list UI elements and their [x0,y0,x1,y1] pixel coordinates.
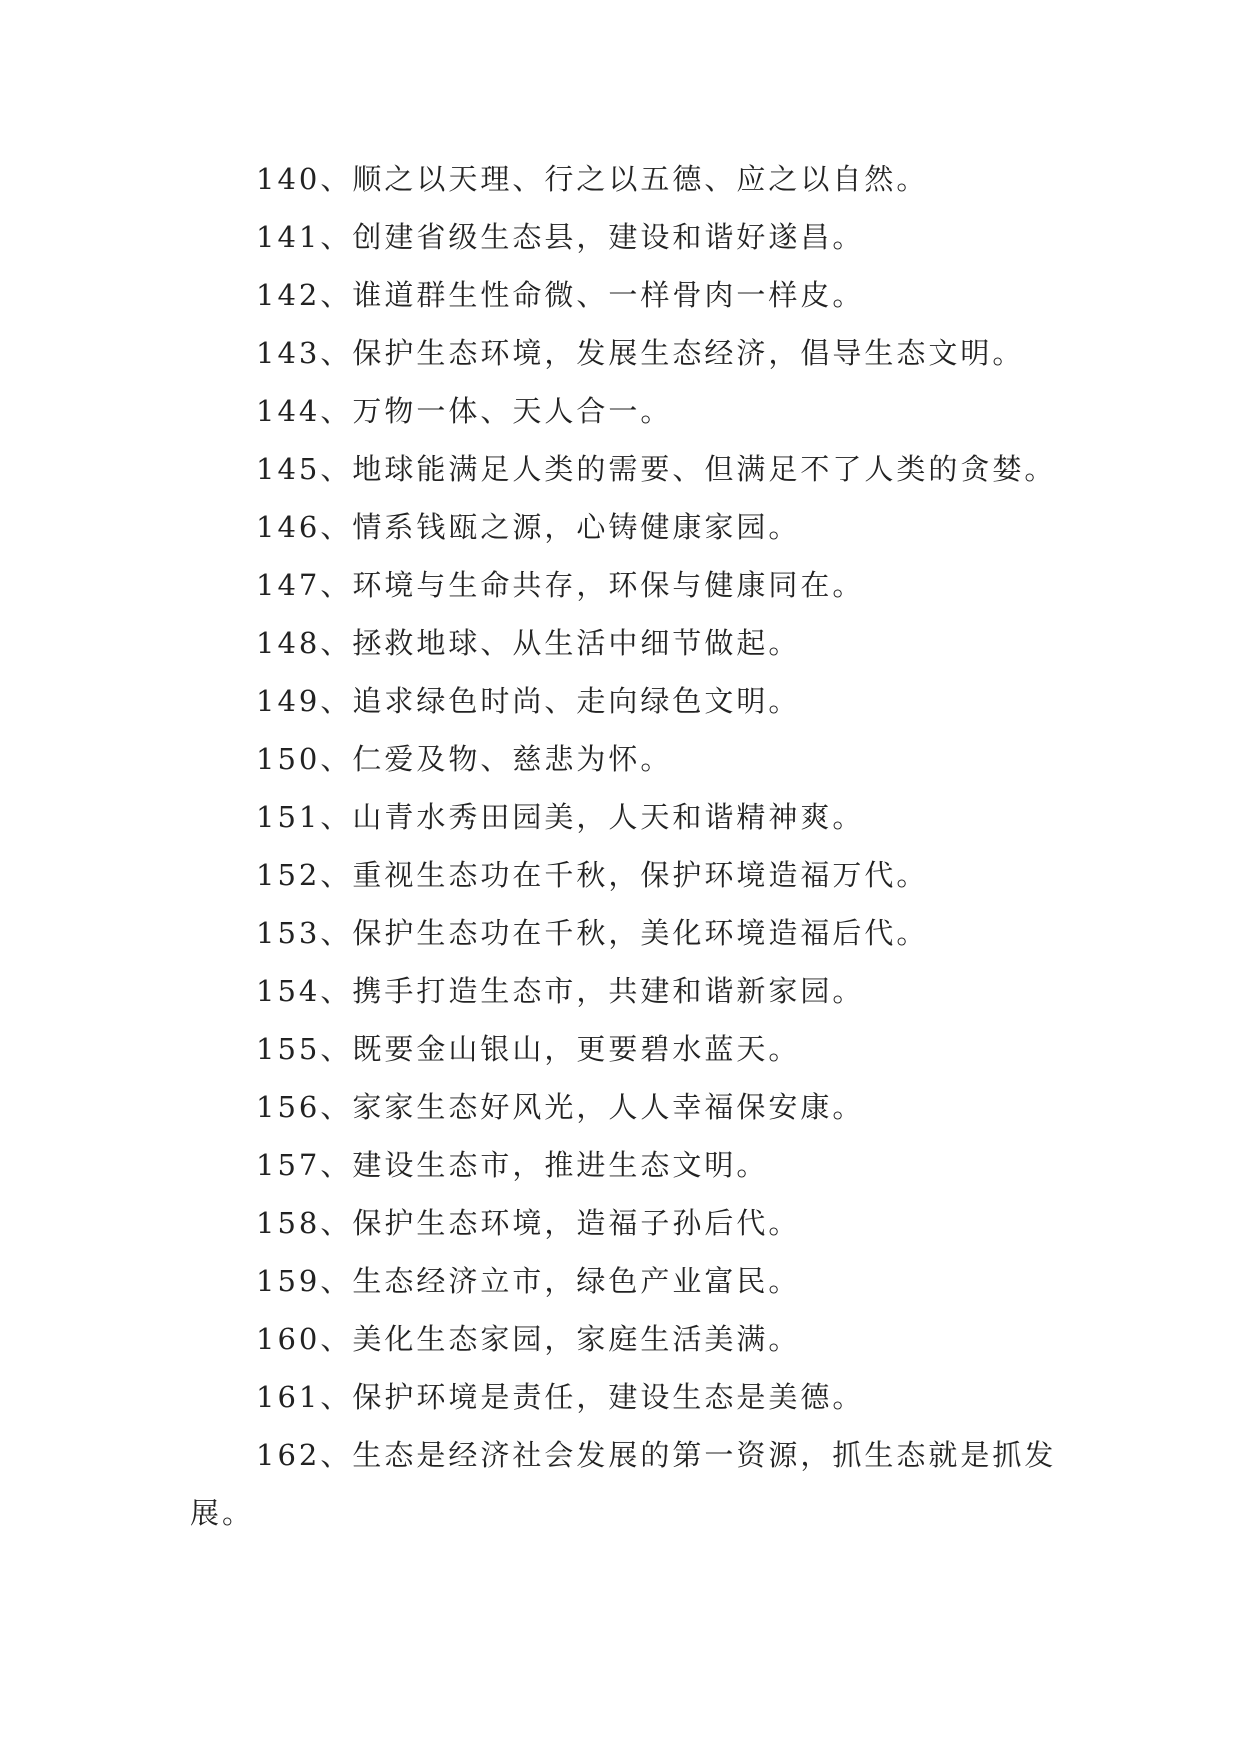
list-item: 152、重视生态功在千秋，保护环境造福万代。 [256,858,929,892]
list-item: 144、万物一体、天人合一。 [256,394,673,428]
list-item: 159、生态经济立市，绿色产业富民。 [256,1264,801,1298]
list-item: 148、拯救地球、从生活中细节做起。 [256,626,801,660]
list-item: 155、既要金山银山，更要碧水蓝天。 [256,1032,801,1066]
list-item: 146、情系钱瓯之源，心铸健康家园。 [256,510,801,544]
list-item: 162、生态是经济社会发展的第一资源，抓生态就是抓发展。 [190,1438,1057,1530]
list-item: 150、仁爱及物、慈悲为怀。 [256,742,673,776]
list-item: 160、美化生态家园，家庭生活美满。 [256,1322,801,1356]
list-item: 140、顺之以天理、行之以五德、应之以自然。 [256,162,929,196]
list-item: 145、地球能满足人类的需要、但满足不了人类的贪婪。 [256,452,1057,486]
list-item: 143、保护生态环境，发展生态经济，倡导生态文明。 [256,336,1025,370]
list-item: 154、携手打造生态市，共建和谐新家园。 [256,974,865,1008]
list-item: 158、保护生态环境，造福子孙后代。 [256,1206,801,1240]
list-item: 157、建设生态市，推进生态文明。 [256,1148,769,1182]
list-item: 153、保护生态功在千秋，美化环境造福后代。 [256,916,929,950]
list-item: 141、创建省级生态县，建设和谐好遂昌。 [256,220,865,254]
list-item: 151、山青水秀田园美，人天和谐精神爽。 [256,800,865,834]
list-item: 161、保护环境是责任，建设生态是美德。 [256,1380,865,1414]
slogan-list [190,160,1060,1542]
list-item: 147、环境与生命共存，环保与健康同在。 [256,568,865,602]
list-item: 149、追求绿色时尚、走向绿色文明。 [256,684,801,718]
list-item: 142、谁道群生性命微、一样骨肉一样皮。 [256,278,865,312]
list-item: 156、家家生态好风光，人人幸福保安康。 [256,1090,865,1124]
